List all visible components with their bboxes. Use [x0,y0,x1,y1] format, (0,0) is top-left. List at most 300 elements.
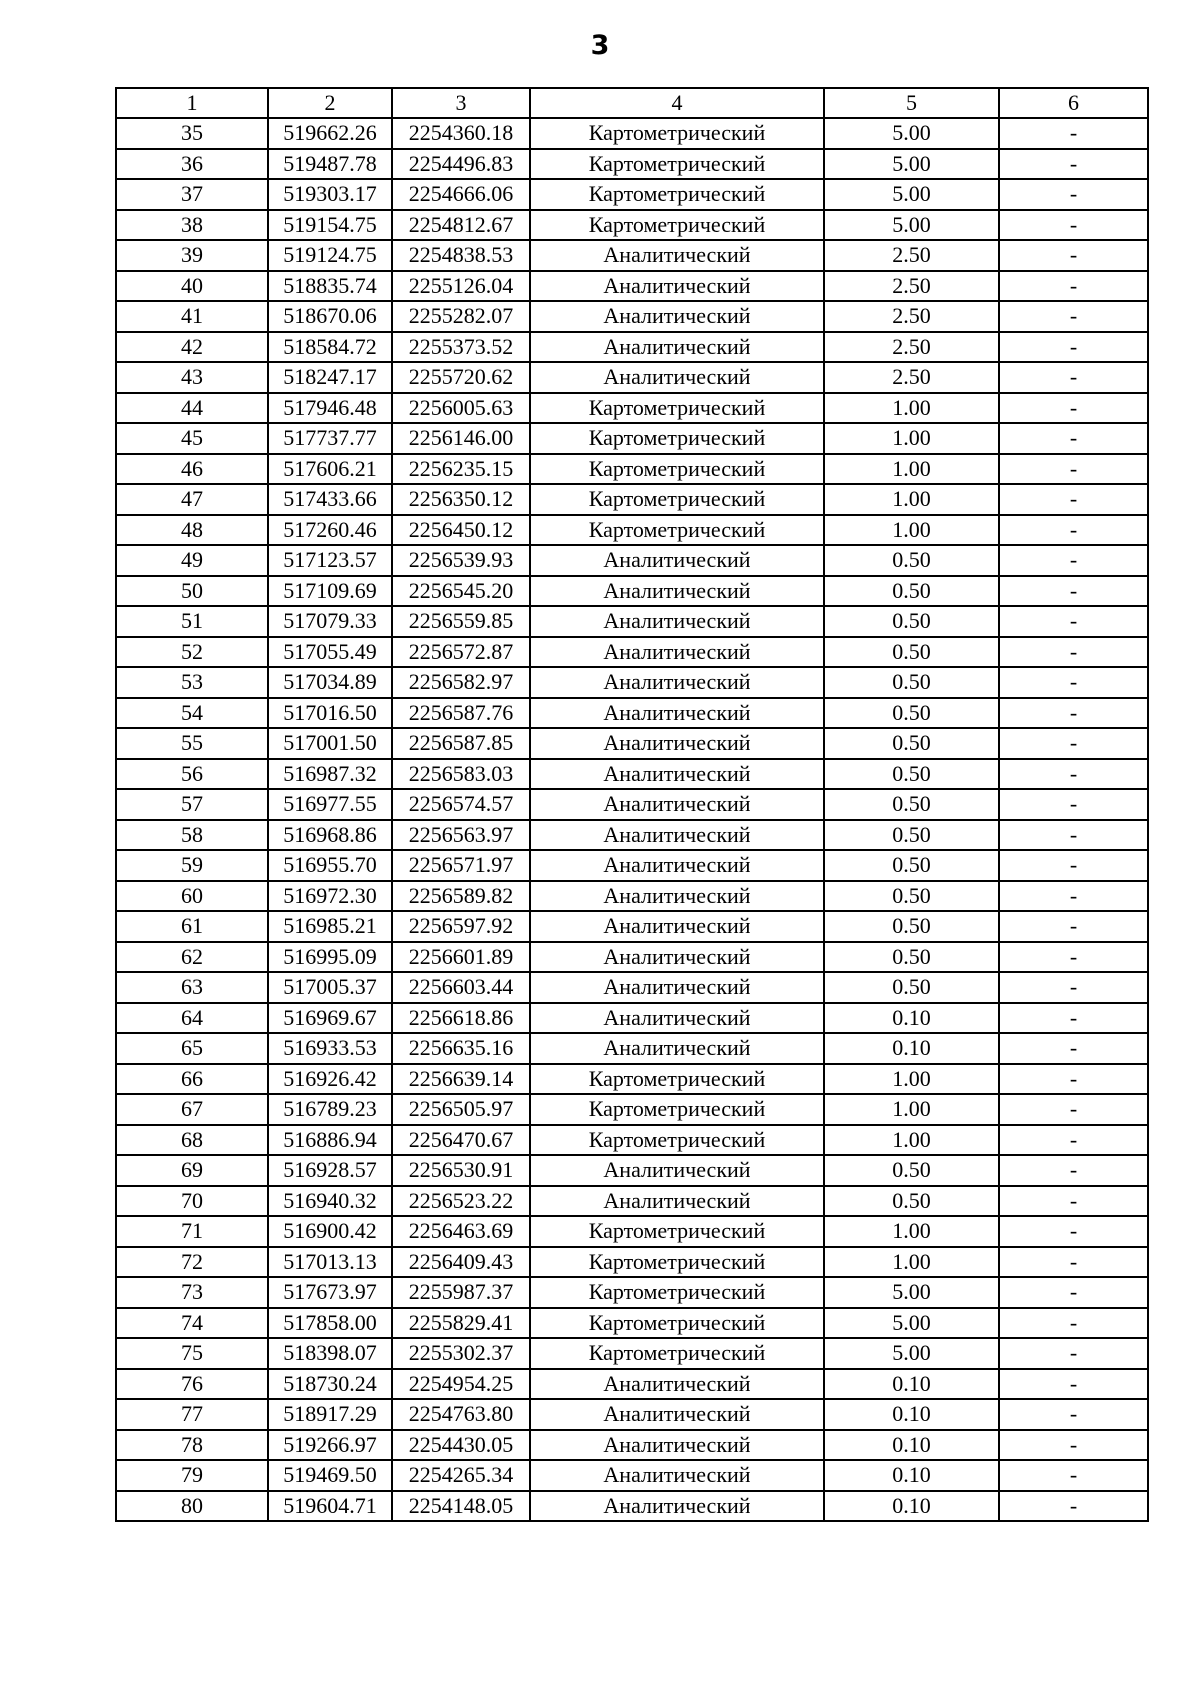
method-cell: Аналитический [530,820,824,851]
x-coordinate-cell: 516968.86 [268,820,392,851]
x-coordinate-cell: 517673.97 [268,1277,392,1308]
note-cell: - [999,149,1148,180]
accuracy-cell: 1.00 [824,1216,999,1247]
method-cell: Картометрический [530,454,824,485]
x-coordinate-cell: 517079.33 [268,606,392,637]
note-cell: - [999,240,1148,271]
accuracy-cell: 5.00 [824,1308,999,1339]
x-coordinate-cell: 516987.32 [268,759,392,790]
point-number-cell: 44 [116,393,268,424]
note-cell: - [999,728,1148,759]
x-coordinate-cell: 516995.09 [268,942,392,973]
x-coordinate-cell: 518917.29 [268,1399,392,1430]
point-number-cell: 41 [116,301,268,332]
table-row [116,271,1148,302]
method-cell: Картометрический [530,210,824,241]
x-coordinate-cell: 516886.94 [268,1125,392,1156]
y-coordinate-cell: 2256463.69 [392,1216,530,1247]
column-header: 4 [530,88,824,118]
y-coordinate-cell: 2254430.05 [392,1430,530,1461]
table-row [116,1491,1148,1522]
accuracy-cell: 0.50 [824,698,999,729]
table-row [116,118,1148,149]
table-row [116,332,1148,363]
table-row [116,1094,1148,1125]
table-row [116,728,1148,759]
accuracy-cell: 0.10 [824,1460,999,1491]
accuracy-cell: 2.50 [824,240,999,271]
accuracy-cell: 2.50 [824,271,999,302]
accuracy-cell: 2.50 [824,332,999,363]
note-cell: - [999,484,1148,515]
point-number-cell: 62 [116,942,268,973]
point-number-cell: 75 [116,1338,268,1369]
accuracy-cell: 0.50 [824,759,999,790]
table-row [116,850,1148,881]
accuracy-cell: 0.50 [824,576,999,607]
x-coordinate-cell: 518835.74 [268,271,392,302]
x-coordinate-cell: 517013.13 [268,1247,392,1278]
method-cell: Аналитический [530,1369,824,1400]
point-number-cell: 50 [116,576,268,607]
point-number-cell: 72 [116,1247,268,1278]
method-cell: Аналитический [530,332,824,363]
method-cell: Аналитический [530,576,824,607]
method-cell: Аналитический [530,1033,824,1064]
note-cell: - [999,1216,1148,1247]
note-cell: - [999,1277,1148,1308]
note-cell: - [999,1094,1148,1125]
table-row [116,667,1148,698]
x-coordinate-cell: 516789.23 [268,1094,392,1125]
accuracy-cell: 0.10 [824,1430,999,1461]
accuracy-cell: 0.10 [824,1003,999,1034]
note-cell: - [999,911,1148,942]
point-number-cell: 70 [116,1186,268,1217]
x-coordinate-cell: 516900.42 [268,1216,392,1247]
note-cell: - [999,545,1148,576]
accuracy-cell: 0.50 [824,728,999,759]
x-coordinate-cell: 518730.24 [268,1369,392,1400]
x-coordinate-cell: 517858.00 [268,1308,392,1339]
method-cell: Картометрический [530,423,824,454]
table-row [116,1247,1148,1278]
method-cell: Аналитический [530,728,824,759]
accuracy-cell: 0.10 [824,1369,999,1400]
note-cell: - [999,1186,1148,1217]
x-coordinate-cell: 517737.77 [268,423,392,454]
note-cell: - [999,820,1148,851]
y-coordinate-cell: 2255829.41 [392,1308,530,1339]
table-row [116,1033,1148,1064]
table-row [116,301,1148,332]
point-number-cell: 61 [116,911,268,942]
method-cell: Картометрический [530,1064,824,1095]
method-cell: Картометрический [530,179,824,210]
x-coordinate-cell: 519662.26 [268,118,392,149]
y-coordinate-cell: 2254265.34 [392,1460,530,1491]
method-cell: Картометрический [530,118,824,149]
x-coordinate-cell: 517606.21 [268,454,392,485]
method-cell: Аналитический [530,1491,824,1522]
note-cell: - [999,942,1148,973]
x-coordinate-cell: 519604.71 [268,1491,392,1522]
method-cell: Аналитический [530,362,824,393]
method-cell: Аналитический [530,545,824,576]
accuracy-cell: 1.00 [824,393,999,424]
point-number-cell: 76 [116,1369,268,1400]
note-cell: - [999,515,1148,546]
note-cell: - [999,576,1148,607]
x-coordinate-cell: 518247.17 [268,362,392,393]
x-coordinate-cell: 516972.30 [268,881,392,912]
note-cell: - [999,972,1148,1003]
x-coordinate-cell: 517123.57 [268,545,392,576]
note-cell: - [999,606,1148,637]
x-coordinate-cell: 516926.42 [268,1064,392,1095]
method-cell: Картометрический [530,1277,824,1308]
method-cell: Аналитический [530,850,824,881]
table-row [116,698,1148,729]
table-row [116,362,1148,393]
y-coordinate-cell: 2254496.83 [392,149,530,180]
point-number-cell: 37 [116,179,268,210]
note-cell: - [999,1460,1148,1491]
table-row [116,637,1148,668]
y-coordinate-cell: 2254148.05 [392,1491,530,1522]
note-cell: - [999,454,1148,485]
method-cell: Аналитический [530,942,824,973]
table-row [116,1125,1148,1156]
accuracy-cell: 0.50 [824,1155,999,1186]
note-cell: - [999,759,1148,790]
accuracy-cell: 5.00 [824,179,999,210]
table-row [116,393,1148,424]
y-coordinate-cell: 2254812.67 [392,210,530,241]
y-coordinate-cell: 2254763.80 [392,1399,530,1430]
note-cell: - [999,1064,1148,1095]
note-cell: - [999,332,1148,363]
point-number-cell: 51 [116,606,268,637]
accuracy-cell: 0.10 [824,1491,999,1522]
y-coordinate-cell: 2256635.16 [392,1033,530,1064]
y-coordinate-cell: 2256539.93 [392,545,530,576]
table-row [116,1399,1148,1430]
table-row [116,1003,1148,1034]
accuracy-cell: 0.50 [824,545,999,576]
column-header: 3 [392,88,530,118]
method-cell: Аналитический [530,1430,824,1461]
y-coordinate-cell: 2255720.62 [392,362,530,393]
y-coordinate-cell: 2256350.12 [392,484,530,515]
point-number-cell: 39 [116,240,268,271]
point-number-cell: 38 [116,210,268,241]
point-number-cell: 80 [116,1491,268,1522]
y-coordinate-cell: 2256005.63 [392,393,530,424]
table-row [116,759,1148,790]
table-row [116,1064,1148,1095]
point-number-cell: 69 [116,1155,268,1186]
y-coordinate-cell: 2255373.52 [392,332,530,363]
x-coordinate-cell: 517260.46 [268,515,392,546]
point-number-cell: 74 [116,1308,268,1339]
x-coordinate-cell: 518670.06 [268,301,392,332]
y-coordinate-cell: 2254666.06 [392,179,530,210]
accuracy-cell: 0.50 [824,1186,999,1217]
table-row [116,149,1148,180]
method-cell: Аналитический [530,637,824,668]
note-cell: - [999,1308,1148,1339]
table-row [116,1155,1148,1186]
method-cell: Аналитический [530,789,824,820]
point-number-cell: 40 [116,271,268,302]
y-coordinate-cell: 2256146.00 [392,423,530,454]
column-header: 1 [116,88,268,118]
y-coordinate-cell: 2256530.91 [392,1155,530,1186]
x-coordinate-cell: 516977.55 [268,789,392,820]
x-coordinate-cell: 517433.66 [268,484,392,515]
y-coordinate-cell: 2256583.03 [392,759,530,790]
note-cell: - [999,667,1148,698]
note-cell: - [999,1491,1148,1522]
point-number-cell: 66 [116,1064,268,1095]
table-row [116,454,1148,485]
table-row [116,972,1148,1003]
note-cell: - [999,850,1148,881]
accuracy-cell: 0.10 [824,1033,999,1064]
method-cell: Аналитический [530,1460,824,1491]
y-coordinate-cell: 2256574.57 [392,789,530,820]
method-cell: Картометрический [530,515,824,546]
point-number-cell: 78 [116,1430,268,1461]
accuracy-cell: 1.00 [824,423,999,454]
accuracy-cell: 0.50 [824,820,999,851]
point-number-cell: 64 [116,1003,268,1034]
method-cell: Аналитический [530,881,824,912]
table-row [116,240,1148,271]
point-number-cell: 36 [116,149,268,180]
y-coordinate-cell: 2256545.20 [392,576,530,607]
table-row [116,515,1148,546]
note-cell: - [999,393,1148,424]
table-row [116,1277,1148,1308]
column-header: 5 [824,88,999,118]
y-coordinate-cell: 2256450.12 [392,515,530,546]
accuracy-cell: 0.10 [824,1399,999,1430]
accuracy-cell: 5.00 [824,118,999,149]
point-number-cell: 48 [116,515,268,546]
x-coordinate-cell: 519266.97 [268,1430,392,1461]
y-coordinate-cell: 2256572.87 [392,637,530,668]
method-cell: Аналитический [530,972,824,1003]
note-cell: - [999,881,1148,912]
table-row [116,423,1148,454]
y-coordinate-cell: 2256470.67 [392,1125,530,1156]
x-coordinate-cell: 517001.50 [268,728,392,759]
note-cell: - [999,1125,1148,1156]
table-row [116,881,1148,912]
point-number-cell: 63 [116,972,268,1003]
x-coordinate-cell: 516985.21 [268,911,392,942]
x-coordinate-cell: 519487.78 [268,149,392,180]
y-coordinate-cell: 2256587.76 [392,698,530,729]
method-cell: Аналитический [530,271,824,302]
method-cell: Аналитический [530,1399,824,1430]
note-cell: - [999,118,1148,149]
note-cell: - [999,301,1148,332]
table-row [116,1308,1148,1339]
method-cell: Картометрический [530,149,824,180]
y-coordinate-cell: 2256523.22 [392,1186,530,1217]
x-coordinate-cell: 517109.69 [268,576,392,607]
y-coordinate-cell: 2256582.97 [392,667,530,698]
table-header-row [116,88,1148,118]
y-coordinate-cell: 2255987.37 [392,1277,530,1308]
y-coordinate-cell: 2256639.14 [392,1064,530,1095]
x-coordinate-cell: 516928.57 [268,1155,392,1186]
point-number-cell: 35 [116,118,268,149]
x-coordinate-cell: 517946.48 [268,393,392,424]
y-coordinate-cell: 2255282.07 [392,301,530,332]
note-cell: - [999,1399,1148,1430]
note-cell: - [999,423,1148,454]
point-number-cell: 79 [116,1460,268,1491]
accuracy-cell: 1.00 [824,1125,999,1156]
x-coordinate-cell: 516955.70 [268,850,392,881]
note-cell: - [999,1003,1148,1034]
method-cell: Картометрический [530,393,824,424]
accuracy-cell: 1.00 [824,1064,999,1095]
y-coordinate-cell: 2254954.25 [392,1369,530,1400]
x-coordinate-cell: 517005.37 [268,972,392,1003]
method-cell: Картометрический [530,1308,824,1339]
accuracy-cell: 1.00 [824,484,999,515]
note-cell: - [999,179,1148,210]
table-row [116,1338,1148,1369]
note-cell: - [999,210,1148,241]
point-number-cell: 54 [116,698,268,729]
accuracy-cell: 0.50 [824,972,999,1003]
method-cell: Картометрический [530,1125,824,1156]
y-coordinate-cell: 2256409.43 [392,1247,530,1278]
y-coordinate-cell: 2256563.97 [392,820,530,851]
accuracy-cell: 5.00 [824,149,999,180]
y-coordinate-cell: 2256559.85 [392,606,530,637]
x-coordinate-cell: 517034.89 [268,667,392,698]
method-cell: Аналитический [530,759,824,790]
method-cell: Картометрический [530,1094,824,1125]
x-coordinate-cell: 517055.49 [268,637,392,668]
y-coordinate-cell: 2254838.53 [392,240,530,271]
method-cell: Аналитический [530,240,824,271]
column-header: 2 [268,88,392,118]
method-cell: Картометрический [530,484,824,515]
note-cell: - [999,1338,1148,1369]
x-coordinate-cell: 519469.50 [268,1460,392,1491]
accuracy-cell: 0.50 [824,911,999,942]
point-number-cell: 47 [116,484,268,515]
accuracy-cell: 2.50 [824,362,999,393]
point-number-cell: 68 [116,1125,268,1156]
point-number-cell: 56 [116,759,268,790]
coordinates-table [115,87,1149,1522]
accuracy-cell: 2.50 [824,301,999,332]
x-coordinate-cell: 516933.53 [268,1033,392,1064]
y-coordinate-cell: 2256589.82 [392,881,530,912]
point-number-cell: 52 [116,637,268,668]
method-cell: Аналитический [530,606,824,637]
accuracy-cell: 5.00 [824,1338,999,1369]
point-number-cell: 58 [116,820,268,851]
method-cell: Аналитический [530,911,824,942]
method-cell: Аналитический [530,301,824,332]
accuracy-cell: 1.00 [824,454,999,485]
table-row [116,789,1148,820]
point-number-cell: 67 [116,1094,268,1125]
point-number-cell: 45 [116,423,268,454]
accuracy-cell: 0.50 [824,667,999,698]
point-number-cell: 65 [116,1033,268,1064]
x-coordinate-cell: 519303.17 [268,179,392,210]
table-row [116,576,1148,607]
note-cell: - [999,637,1148,668]
note-cell: - [999,1033,1148,1064]
y-coordinate-cell: 2255302.37 [392,1338,530,1369]
note-cell: - [999,698,1148,729]
note-cell: - [999,362,1148,393]
table-row [116,1216,1148,1247]
accuracy-cell: 1.00 [824,515,999,546]
accuracy-cell: 0.50 [824,850,999,881]
method-cell: Аналитический [530,698,824,729]
table-row [116,1460,1148,1491]
table-row [116,484,1148,515]
x-coordinate-cell: 516940.32 [268,1186,392,1217]
method-cell: Картометрический [530,1247,824,1278]
y-coordinate-cell: 2256587.85 [392,728,530,759]
table-row [116,545,1148,576]
table-body [116,118,1148,1521]
y-coordinate-cell: 2256597.92 [392,911,530,942]
accuracy-cell: 0.50 [824,942,999,973]
y-coordinate-cell: 2256571.97 [392,850,530,881]
accuracy-cell: 0.50 [824,789,999,820]
x-coordinate-cell: 517016.50 [268,698,392,729]
y-coordinate-cell: 2255126.04 [392,271,530,302]
table-row [116,210,1148,241]
y-coordinate-cell: 2256235.15 [392,454,530,485]
y-coordinate-cell: 2256618.86 [392,1003,530,1034]
point-number-cell: 43 [116,362,268,393]
point-number-cell: 77 [116,1399,268,1430]
note-cell: - [999,789,1148,820]
method-cell: Аналитический [530,667,824,698]
y-coordinate-cell: 2256601.89 [392,942,530,973]
table-row [116,1369,1148,1400]
accuracy-cell: 1.00 [824,1247,999,1278]
y-coordinate-cell: 2256603.44 [392,972,530,1003]
method-cell: Картометрический [530,1216,824,1247]
x-coordinate-cell: 518584.72 [268,332,392,363]
note-cell: - [999,1430,1148,1461]
table-row [116,606,1148,637]
column-header: 6 [999,88,1148,118]
point-number-cell: 55 [116,728,268,759]
note-cell: - [999,1247,1148,1278]
table-row [116,1186,1148,1217]
point-number-cell: 57 [116,789,268,820]
x-coordinate-cell: 519124.75 [268,240,392,271]
